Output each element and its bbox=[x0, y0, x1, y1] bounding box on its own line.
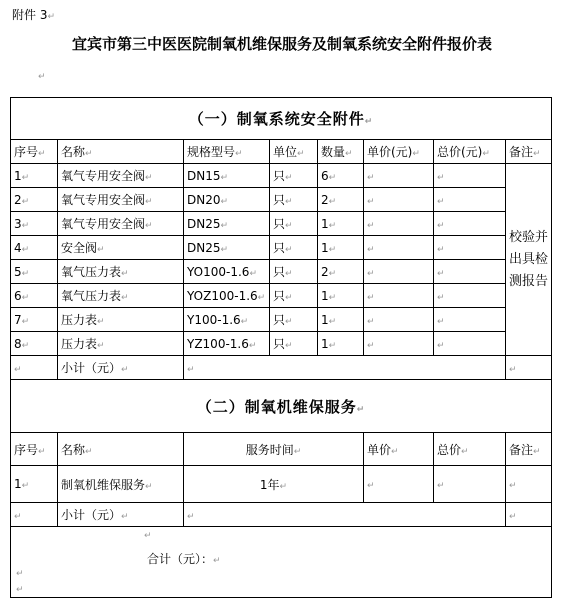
row-service-time bbox=[184, 466, 364, 503]
cell-text: YZ100-1.6 bbox=[187, 336, 249, 351]
section2-header-row bbox=[11, 433, 552, 466]
row-spec bbox=[184, 260, 270, 284]
paragraph-mark: ↵ bbox=[21, 196, 30, 207]
col-header-total-price bbox=[434, 140, 506, 164]
cell-text: 只 bbox=[273, 169, 286, 183]
paragraph-mark: ↵ bbox=[328, 172, 337, 183]
cell-text: 氧气压力表 bbox=[61, 265, 122, 279]
cell-text: 8 bbox=[14, 336, 22, 351]
row-no bbox=[11, 332, 58, 356]
col-header-remark bbox=[506, 433, 552, 466]
row-unit bbox=[270, 260, 318, 284]
paragraph-mark: ↵ bbox=[285, 341, 293, 351]
paragraph-mark: ↵ bbox=[328, 196, 337, 207]
paragraph-mark: ↵ bbox=[533, 149, 541, 159]
paragraph-mark: ↵ bbox=[367, 268, 375, 279]
row-qty bbox=[318, 260, 364, 284]
cell-text: 1 bbox=[321, 336, 329, 351]
paragraph-mark: ↵ bbox=[285, 197, 293, 207]
paragraph-mark: ↵ bbox=[412, 149, 420, 159]
cell-text: 氧气专用安全阀 bbox=[61, 193, 146, 207]
paragraph-mark: ↵ bbox=[121, 512, 129, 522]
cell-text: 服务时间 bbox=[245, 442, 294, 457]
cell-text: 小计（元） bbox=[61, 508, 122, 522]
col-header-no bbox=[11, 140, 58, 164]
paragraph-mark: ↵ bbox=[121, 293, 129, 303]
cell-text: 总价 bbox=[437, 442, 462, 457]
col-header-name bbox=[58, 140, 184, 164]
cell-text: 1 bbox=[14, 168, 22, 183]
paragraph-mark: ↵ bbox=[21, 172, 30, 183]
row-spec bbox=[184, 212, 270, 236]
section1-subtotal-row bbox=[11, 356, 552, 380]
cell-text: 4 bbox=[14, 240, 22, 255]
row-qty bbox=[318, 308, 364, 332]
cell-text: 单价 bbox=[367, 442, 392, 457]
row-no bbox=[11, 236, 58, 260]
paragraph-mark: ↵ bbox=[509, 511, 517, 522]
paragraph-mark: ↵ bbox=[328, 268, 337, 279]
cell-text: 附件 3 bbox=[12, 8, 48, 22]
cell-text: 只 bbox=[273, 193, 286, 207]
paragraph-mark: ↵ bbox=[235, 149, 243, 159]
cell-text: 1 bbox=[14, 477, 22, 491]
row-total-price[interactable] bbox=[434, 164, 506, 188]
paragraph-mark: ↵ bbox=[16, 569, 24, 579]
cell-text: 只 bbox=[273, 217, 286, 231]
paragraph-mark: ↵ bbox=[391, 446, 399, 457]
row-unit bbox=[270, 212, 318, 236]
table-row bbox=[11, 466, 552, 503]
paragraph-mark: ↵ bbox=[97, 317, 105, 327]
col-header-unit-price bbox=[364, 433, 434, 466]
table-row bbox=[11, 308, 552, 332]
row-spec bbox=[184, 308, 270, 332]
paragraph-mark: ↵ bbox=[21, 268, 30, 279]
cell-text: Y100-1.6 bbox=[187, 312, 241, 327]
row-qty bbox=[318, 164, 364, 188]
paragraph-mark: ↵ bbox=[437, 340, 445, 351]
paragraph-mark: ↵ bbox=[97, 341, 105, 351]
paragraph-mark: ↵ bbox=[220, 244, 229, 255]
row-unit bbox=[270, 308, 318, 332]
paragraph-mark: ↵ bbox=[509, 481, 517, 491]
paragraph-mark: ↵ bbox=[328, 316, 337, 327]
cell-text: 总价(元) bbox=[437, 145, 483, 159]
paragraph-mark: ↵ bbox=[328, 220, 337, 231]
cell-text: 3 bbox=[14, 216, 22, 231]
row-qty bbox=[318, 236, 364, 260]
paragraph-mark: ↵ bbox=[285, 317, 293, 327]
paragraph-mark: ↵ bbox=[220, 196, 229, 207]
paragraph-mark: ↵ bbox=[437, 481, 445, 491]
subtotal-label bbox=[58, 356, 184, 380]
paragraph-mark: ↵ bbox=[145, 173, 153, 183]
col-header-total-price bbox=[434, 433, 506, 466]
row-qty bbox=[318, 212, 364, 236]
paragraph-mark: ↵ bbox=[21, 481, 30, 491]
col-header-no bbox=[11, 433, 58, 466]
grand-total-label bbox=[147, 550, 221, 567]
paragraph-mark: ↵ bbox=[367, 292, 375, 303]
paragraph-mark: ↵ bbox=[367, 196, 375, 207]
paragraph-mark: ↵ bbox=[293, 446, 302, 457]
row-total-price[interactable] bbox=[434, 188, 506, 212]
table-row bbox=[11, 236, 552, 260]
cell-text: DN20 bbox=[187, 192, 221, 207]
paragraph-mark: ↵ bbox=[345, 149, 353, 159]
cell-text: 备注 bbox=[509, 145, 534, 159]
paragraph-mark: ↵ bbox=[285, 245, 293, 255]
col-header-service-time bbox=[184, 433, 364, 466]
cell-text: 规格型号 bbox=[187, 145, 236, 159]
cell-text: 氧气专用安全阀 bbox=[61, 169, 146, 183]
paragraph-mark: ↵ bbox=[367, 316, 375, 327]
paragraph-mark: ↵ bbox=[509, 364, 517, 375]
cell-text: 6 bbox=[321, 168, 329, 183]
paragraph-mark: ↵ bbox=[240, 316, 249, 327]
row-unit-price[interactable] bbox=[364, 284, 434, 308]
paragraph-mark: ↵ bbox=[285, 269, 293, 279]
row-unit bbox=[270, 332, 318, 356]
row-unit-price[interactable] bbox=[364, 466, 434, 503]
paragraph-mark: ↵ bbox=[437, 196, 445, 207]
paragraph-mark: ↵ bbox=[21, 316, 30, 327]
paragraph-mark: ↵ bbox=[437, 292, 445, 303]
table-row bbox=[11, 164, 552, 188]
row-unit-price[interactable] bbox=[364, 236, 434, 260]
table-row bbox=[11, 260, 552, 284]
paragraph-mark: ↵ bbox=[279, 481, 288, 492]
cell-text: YO100-1.6 bbox=[187, 264, 250, 279]
paragraph-mark: ↵ bbox=[38, 446, 46, 457]
row-name bbox=[58, 164, 184, 188]
paragraph-mark: ↵ bbox=[367, 340, 375, 351]
cell-text: DN25 bbox=[187, 240, 221, 255]
paragraph-mark: ↵ bbox=[21, 244, 30, 255]
row-no bbox=[11, 188, 58, 212]
row-unit bbox=[270, 236, 318, 260]
cell-text: 序号 bbox=[14, 145, 39, 159]
paragraph-mark: ↵ bbox=[285, 173, 293, 183]
row-unit-price[interactable] bbox=[364, 332, 434, 356]
paragraph-mark: ↵ bbox=[328, 340, 337, 351]
paragraph-mark: ↵ bbox=[437, 268, 445, 279]
row-unit-price[interactable] bbox=[364, 188, 434, 212]
col-header-spec bbox=[184, 140, 270, 164]
paragraph-mark: ↵ bbox=[16, 585, 24, 595]
cell-text: 序号 bbox=[14, 442, 39, 457]
grand-total-cell[interactable] bbox=[11, 527, 552, 598]
row-unit bbox=[270, 188, 318, 212]
paragraph-mark: ↵ bbox=[285, 221, 293, 231]
row-total-price[interactable] bbox=[434, 212, 506, 236]
row-unit bbox=[270, 164, 318, 188]
paragraph-mark: ↵ bbox=[367, 244, 375, 255]
subtotal-remark bbox=[506, 503, 552, 527]
row-total-price[interactable] bbox=[434, 284, 506, 308]
paragraph-mark: ↵ bbox=[220, 220, 229, 231]
table-row bbox=[11, 332, 552, 356]
paragraph-mark: ↵ bbox=[97, 245, 105, 255]
cell-text: 合计（元）： bbox=[147, 552, 214, 566]
paragraph-mark: ↵ bbox=[364, 117, 374, 127]
paragraph-mark: ↵ bbox=[285, 293, 293, 303]
paragraph-mark: ↵ bbox=[187, 364, 195, 375]
cell-text: 只 bbox=[273, 241, 286, 255]
paragraph-mark: ↵ bbox=[121, 269, 129, 279]
table-row bbox=[11, 284, 552, 308]
row-total-price[interactable] bbox=[434, 332, 506, 356]
paragraph-mark: ↵ bbox=[145, 481, 153, 492]
paragraph-mark: ↵ bbox=[461, 446, 469, 457]
paragraph-mark: ↵ bbox=[257, 292, 266, 303]
cell-text: DN25 bbox=[187, 216, 221, 231]
row-name bbox=[58, 212, 184, 236]
quote-table bbox=[10, 97, 552, 598]
subtotal-value[interactable] bbox=[184, 356, 506, 380]
cell-text: 备注 bbox=[509, 442, 534, 457]
subtotal-no bbox=[11, 503, 58, 527]
cell-text: 只 bbox=[273, 313, 286, 327]
paragraph-mark: ↵ bbox=[213, 556, 221, 566]
cell-text: 只 bbox=[273, 265, 286, 279]
row-name bbox=[58, 466, 184, 503]
row-no bbox=[11, 260, 58, 284]
attachment-label bbox=[12, 6, 55, 23]
subtotal-label bbox=[58, 503, 184, 527]
col-header-unit-price bbox=[364, 140, 434, 164]
cell-text: 5 bbox=[14, 264, 22, 279]
paragraph-mark: ↵ bbox=[249, 268, 257, 279]
paragraph-mark: ↵ bbox=[328, 244, 337, 255]
col-header-remark bbox=[506, 140, 552, 164]
row-spec bbox=[184, 188, 270, 212]
paragraph-mark: ↵ bbox=[328, 292, 337, 303]
cell-text: 制氧机维保服务 bbox=[61, 477, 146, 492]
cell-text: 1 bbox=[321, 312, 329, 327]
section1-title bbox=[11, 98, 552, 140]
cell-text: 氧气专用安全阀 bbox=[61, 217, 146, 231]
paragraph-mark: ↵ bbox=[145, 197, 153, 207]
paragraph-mark: ↵ bbox=[437, 244, 445, 255]
row-no bbox=[11, 164, 58, 188]
paragraph-mark: ↵ bbox=[437, 220, 445, 231]
subtotal-remark bbox=[506, 356, 552, 380]
row-spec bbox=[184, 236, 270, 260]
paragraph-mark: ↵ bbox=[14, 511, 22, 522]
paragraph-mark: ↵ bbox=[367, 481, 375, 491]
subtotal-no bbox=[11, 356, 58, 380]
paragraph-mark: ↵ bbox=[47, 12, 55, 22]
paragraph-mark: ↵ bbox=[21, 292, 30, 303]
paragraph-mark: ↵ bbox=[21, 220, 30, 231]
cell-text: 氧气压力表 bbox=[61, 289, 122, 303]
row-qty bbox=[318, 188, 364, 212]
paragraph-mark: ↵ bbox=[121, 365, 129, 375]
paragraph-mark: ↵ bbox=[367, 172, 375, 183]
cell-text: 2 bbox=[14, 192, 22, 207]
paragraph-mark: ↵ bbox=[38, 149, 46, 159]
col-header-name bbox=[58, 433, 184, 466]
cell-text: 1 bbox=[321, 240, 329, 255]
row-unit-price[interactable] bbox=[364, 260, 434, 284]
row-spec bbox=[184, 284, 270, 308]
paragraph-mark: ↵ bbox=[144, 531, 152, 541]
row-name bbox=[58, 332, 184, 356]
paragraph-mark: ↵ bbox=[248, 340, 257, 351]
paragraph-mark: ↵ bbox=[85, 446, 93, 457]
cell-text: 单价(元) bbox=[367, 145, 413, 159]
col-header-unit bbox=[270, 140, 318, 164]
row-remark bbox=[506, 466, 552, 503]
row-name bbox=[58, 308, 184, 332]
cell-text: 校验并出具检测报告 bbox=[509, 229, 549, 289]
section2-title bbox=[11, 380, 552, 433]
row-name bbox=[58, 260, 184, 284]
cell-text: 压力表 bbox=[61, 313, 98, 327]
row-name bbox=[58, 284, 184, 308]
paragraph-mark: ↵ bbox=[367, 220, 375, 231]
cell-text: 2 bbox=[321, 192, 329, 207]
row-no bbox=[11, 284, 58, 308]
row-qty bbox=[318, 284, 364, 308]
subtotal-value[interactable] bbox=[184, 503, 506, 527]
cell-text: 6 bbox=[14, 288, 22, 303]
cell-text: 1 bbox=[321, 288, 329, 303]
section1-header-row bbox=[11, 140, 552, 164]
cell-text: 名称 bbox=[61, 145, 86, 159]
row-total-price[interactable] bbox=[434, 236, 506, 260]
cell-text: 2 bbox=[321, 264, 329, 279]
cell-text: 7 bbox=[14, 312, 22, 327]
cell-text: 名称 bbox=[61, 442, 86, 457]
paragraph-mark: ↵ bbox=[21, 340, 30, 351]
cell-text: （一）制氧系统安全附件 bbox=[188, 110, 365, 128]
cell-text: （二）制氧机维保服务 bbox=[196, 397, 357, 416]
paragraph-mark: ↵ bbox=[14, 364, 22, 375]
paragraph-mark: ↵ bbox=[187, 511, 195, 522]
cell-text: 安全阀 bbox=[61, 241, 98, 255]
row-unit-price[interactable] bbox=[364, 308, 434, 332]
row-total-price[interactable] bbox=[434, 308, 506, 332]
row-qty bbox=[318, 332, 364, 356]
row-unit-price[interactable] bbox=[364, 212, 434, 236]
paragraph-mark: ↵ bbox=[482, 149, 490, 159]
col-header-qty bbox=[318, 140, 364, 164]
paragraph-mark: ↵ bbox=[38, 72, 46, 82]
cell-text: 小计（元） bbox=[61, 361, 122, 375]
row-unit bbox=[270, 284, 318, 308]
paragraph-mark: ↵ bbox=[437, 316, 445, 327]
row-name bbox=[58, 236, 184, 260]
cell-text: 单位 bbox=[273, 145, 298, 159]
row-no bbox=[11, 466, 58, 503]
section2-subtotal-row bbox=[11, 503, 552, 527]
row-total-price[interactable] bbox=[434, 466, 506, 503]
page-title: 宜宾市第三中医医院制氧机维保服务及制氧系统安全附件报价表 bbox=[71, 35, 492, 53]
cell-text: DN15 bbox=[187, 168, 221, 183]
paragraph-mark: ↵ bbox=[533, 446, 541, 457]
cell-text: 数量 bbox=[321, 145, 346, 159]
cell-text: 1 bbox=[321, 216, 329, 231]
cell-text: 1年 bbox=[259, 477, 280, 492]
cell-text: 只 bbox=[273, 337, 286, 351]
paragraph-mark: ↵ bbox=[297, 149, 305, 159]
table-row bbox=[11, 188, 552, 212]
remark-cell bbox=[506, 164, 552, 356]
row-no bbox=[11, 212, 58, 236]
row-unit-price[interactable] bbox=[364, 164, 434, 188]
paragraph-mark: ↵ bbox=[356, 404, 366, 415]
row-name bbox=[58, 188, 184, 212]
cell-text: YOZ100-1.6 bbox=[187, 288, 258, 303]
paragraph-mark: ↵ bbox=[145, 221, 153, 231]
cell-text: 压力表 bbox=[61, 337, 98, 351]
paragraph-mark: ↵ bbox=[85, 149, 93, 159]
row-spec bbox=[184, 164, 270, 188]
table-row bbox=[11, 212, 552, 236]
row-total-price[interactable] bbox=[434, 260, 506, 284]
paragraph-mark: ↵ bbox=[437, 172, 445, 183]
cell-text: 只 bbox=[273, 289, 286, 303]
row-spec bbox=[184, 332, 270, 356]
row-no bbox=[11, 308, 58, 332]
paragraph-mark: ↵ bbox=[220, 172, 229, 183]
